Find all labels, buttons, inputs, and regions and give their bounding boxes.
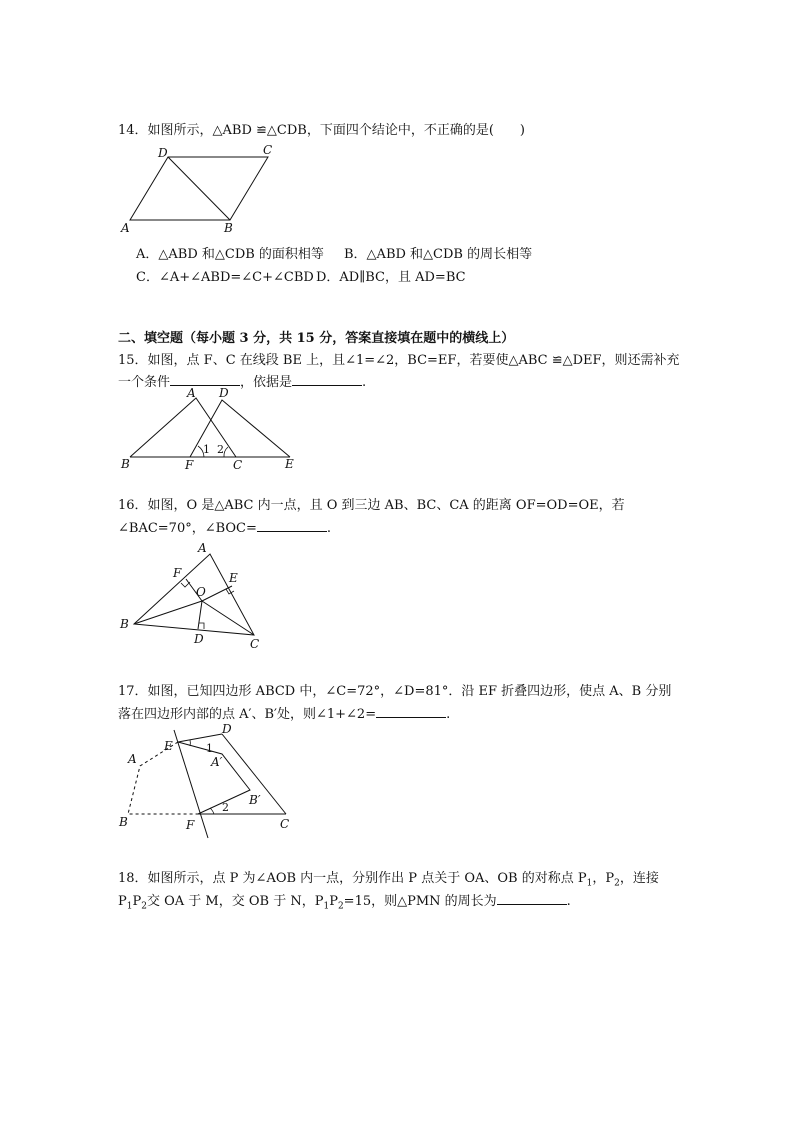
q18-text-c: ，连接 (619, 871, 659, 886)
q18-p: P (118, 894, 127, 909)
q17-text-b: . (446, 707, 451, 722)
angle-1-label: 1 (203, 443, 210, 456)
label-e: E (229, 571, 238, 585)
label-f: F (173, 566, 182, 580)
q15-text-c: . (362, 375, 367, 390)
q17-line1: 17．如图，已知四边形 ABCD 中，∠C=72°，∠D=81°．沿 EF 折叠四边形，使点 A、B 分别 (118, 684, 672, 699)
q14-option-b: B．△ABD 和△CDB 的周长相等 (344, 247, 533, 262)
label-b: B (119, 815, 128, 829)
q14-figure (118, 140, 288, 235)
label-a-prime: A′ (211, 755, 223, 769)
q18-sub-p1: 1 (586, 878, 593, 889)
label-e: E (285, 457, 294, 471)
q18-text-mid: 交 OA 于 M，交 OB 于 N，P (146, 894, 324, 909)
label-c: C (263, 143, 273, 157)
segment-ob (134, 601, 202, 624)
q14-option-a: A．△ABD 和△CDB 的面积相等 (136, 247, 324, 262)
q18-text-b: ，P (592, 871, 615, 886)
q16-line2 (118, 517, 331, 536)
label-d: D (158, 146, 168, 160)
q18-text-end: =15，则△PMN 的周长为 (343, 894, 497, 909)
label-a: A (128, 752, 137, 766)
q14-option-c: C．∠A+∠ABD=∠C+∠CBD (136, 270, 314, 285)
q18-text-dot: . (566, 894, 571, 909)
q18-p: P (132, 894, 142, 909)
q18-sub: 2 (337, 901, 344, 912)
q14-stem: 14．如图所示，△ABD ≌△CDB，下面四个结论中，不正确的是( ) (118, 123, 525, 138)
angle-2-label: 2 (222, 801, 229, 814)
q16-line1: 16．如图，O 是△ABC 内一点，且 O 到三边 AB、BC、CA 的距离 OF=OD=OE，若 (118, 498, 625, 513)
q16-text-a: ∠BAC=70°，∠BOC= (118, 521, 257, 536)
right-angle-d (199, 623, 204, 629)
label-d: D (219, 386, 229, 400)
q16-figure (118, 535, 278, 650)
q18-line2 (118, 890, 571, 912)
angle-1-label: 1 (206, 742, 213, 755)
q15-figure (118, 385, 308, 475)
label-f: F (185, 458, 194, 472)
label-c: C (250, 637, 260, 651)
q15-text-a: 一个条件 (118, 375, 171, 390)
q18-sub-p2: 2 (614, 878, 620, 889)
label-b: B (121, 457, 130, 471)
label-d: D (194, 632, 204, 646)
q16-text-b: . (326, 521, 332, 536)
label-b-prime: B′ (249, 793, 261, 807)
label-f: F (186, 818, 195, 832)
q18-line1 (118, 867, 659, 889)
segment-od (198, 601, 202, 629)
label-a: A (187, 386, 196, 400)
q14-option-d: D．AD∥BC，且 AD=BC (316, 270, 466, 285)
label-b: B (224, 221, 233, 235)
q18-sub: 2 (141, 901, 147, 912)
q17-text-a: 落在四边形内部的点 A′、B′处，则∠1+∠2= (118, 707, 377, 722)
label-c: C (280, 817, 290, 831)
segment-oc (202, 601, 254, 635)
label-d: D (222, 722, 232, 736)
q16-blank-answer[interactable] (257, 519, 327, 532)
q17-blank-answer[interactable] (376, 705, 446, 718)
label-b: B (120, 617, 129, 631)
label-a: A (121, 221, 130, 235)
q15-line1: 15．如图，点 F、C 在线段 BE 上，且∠1=∠2，BC=EF，若要使△ABC ≌△DEF，则还需补充 (118, 353, 680, 368)
label-a: A (198, 541, 207, 555)
section-2-title: 二、填空题（每小题 3 分，共 15 分，答案直接填在题中的横线上） (118, 331, 515, 346)
diagonal-db (168, 157, 230, 220)
folded-original-abfe (128, 742, 198, 814)
q18-blank-answer[interactable] (497, 892, 567, 905)
q18-p: P (329, 894, 338, 909)
edge-ed (178, 734, 222, 742)
angle-2-arc (210, 808, 214, 814)
angle-2-label: 2 (217, 443, 224, 456)
q17-line2 (118, 703, 450, 722)
q17-figure (118, 722, 303, 842)
q18-sub: 1 (323, 901, 330, 912)
q15-text-b: ，依据是 (240, 375, 293, 390)
label-c: C (233, 458, 243, 472)
label-o: O (196, 585, 206, 599)
segment-oe (202, 586, 232, 601)
q18-sub: 1 (126, 901, 133, 912)
label-e: E (164, 739, 173, 753)
angle-2-arc (224, 447, 228, 457)
q18-text-a: 18．如图所示，点 P 为∠AOB 内一点，分别作出 P 点关于 OA、OB 的对称点 P (118, 871, 587, 886)
